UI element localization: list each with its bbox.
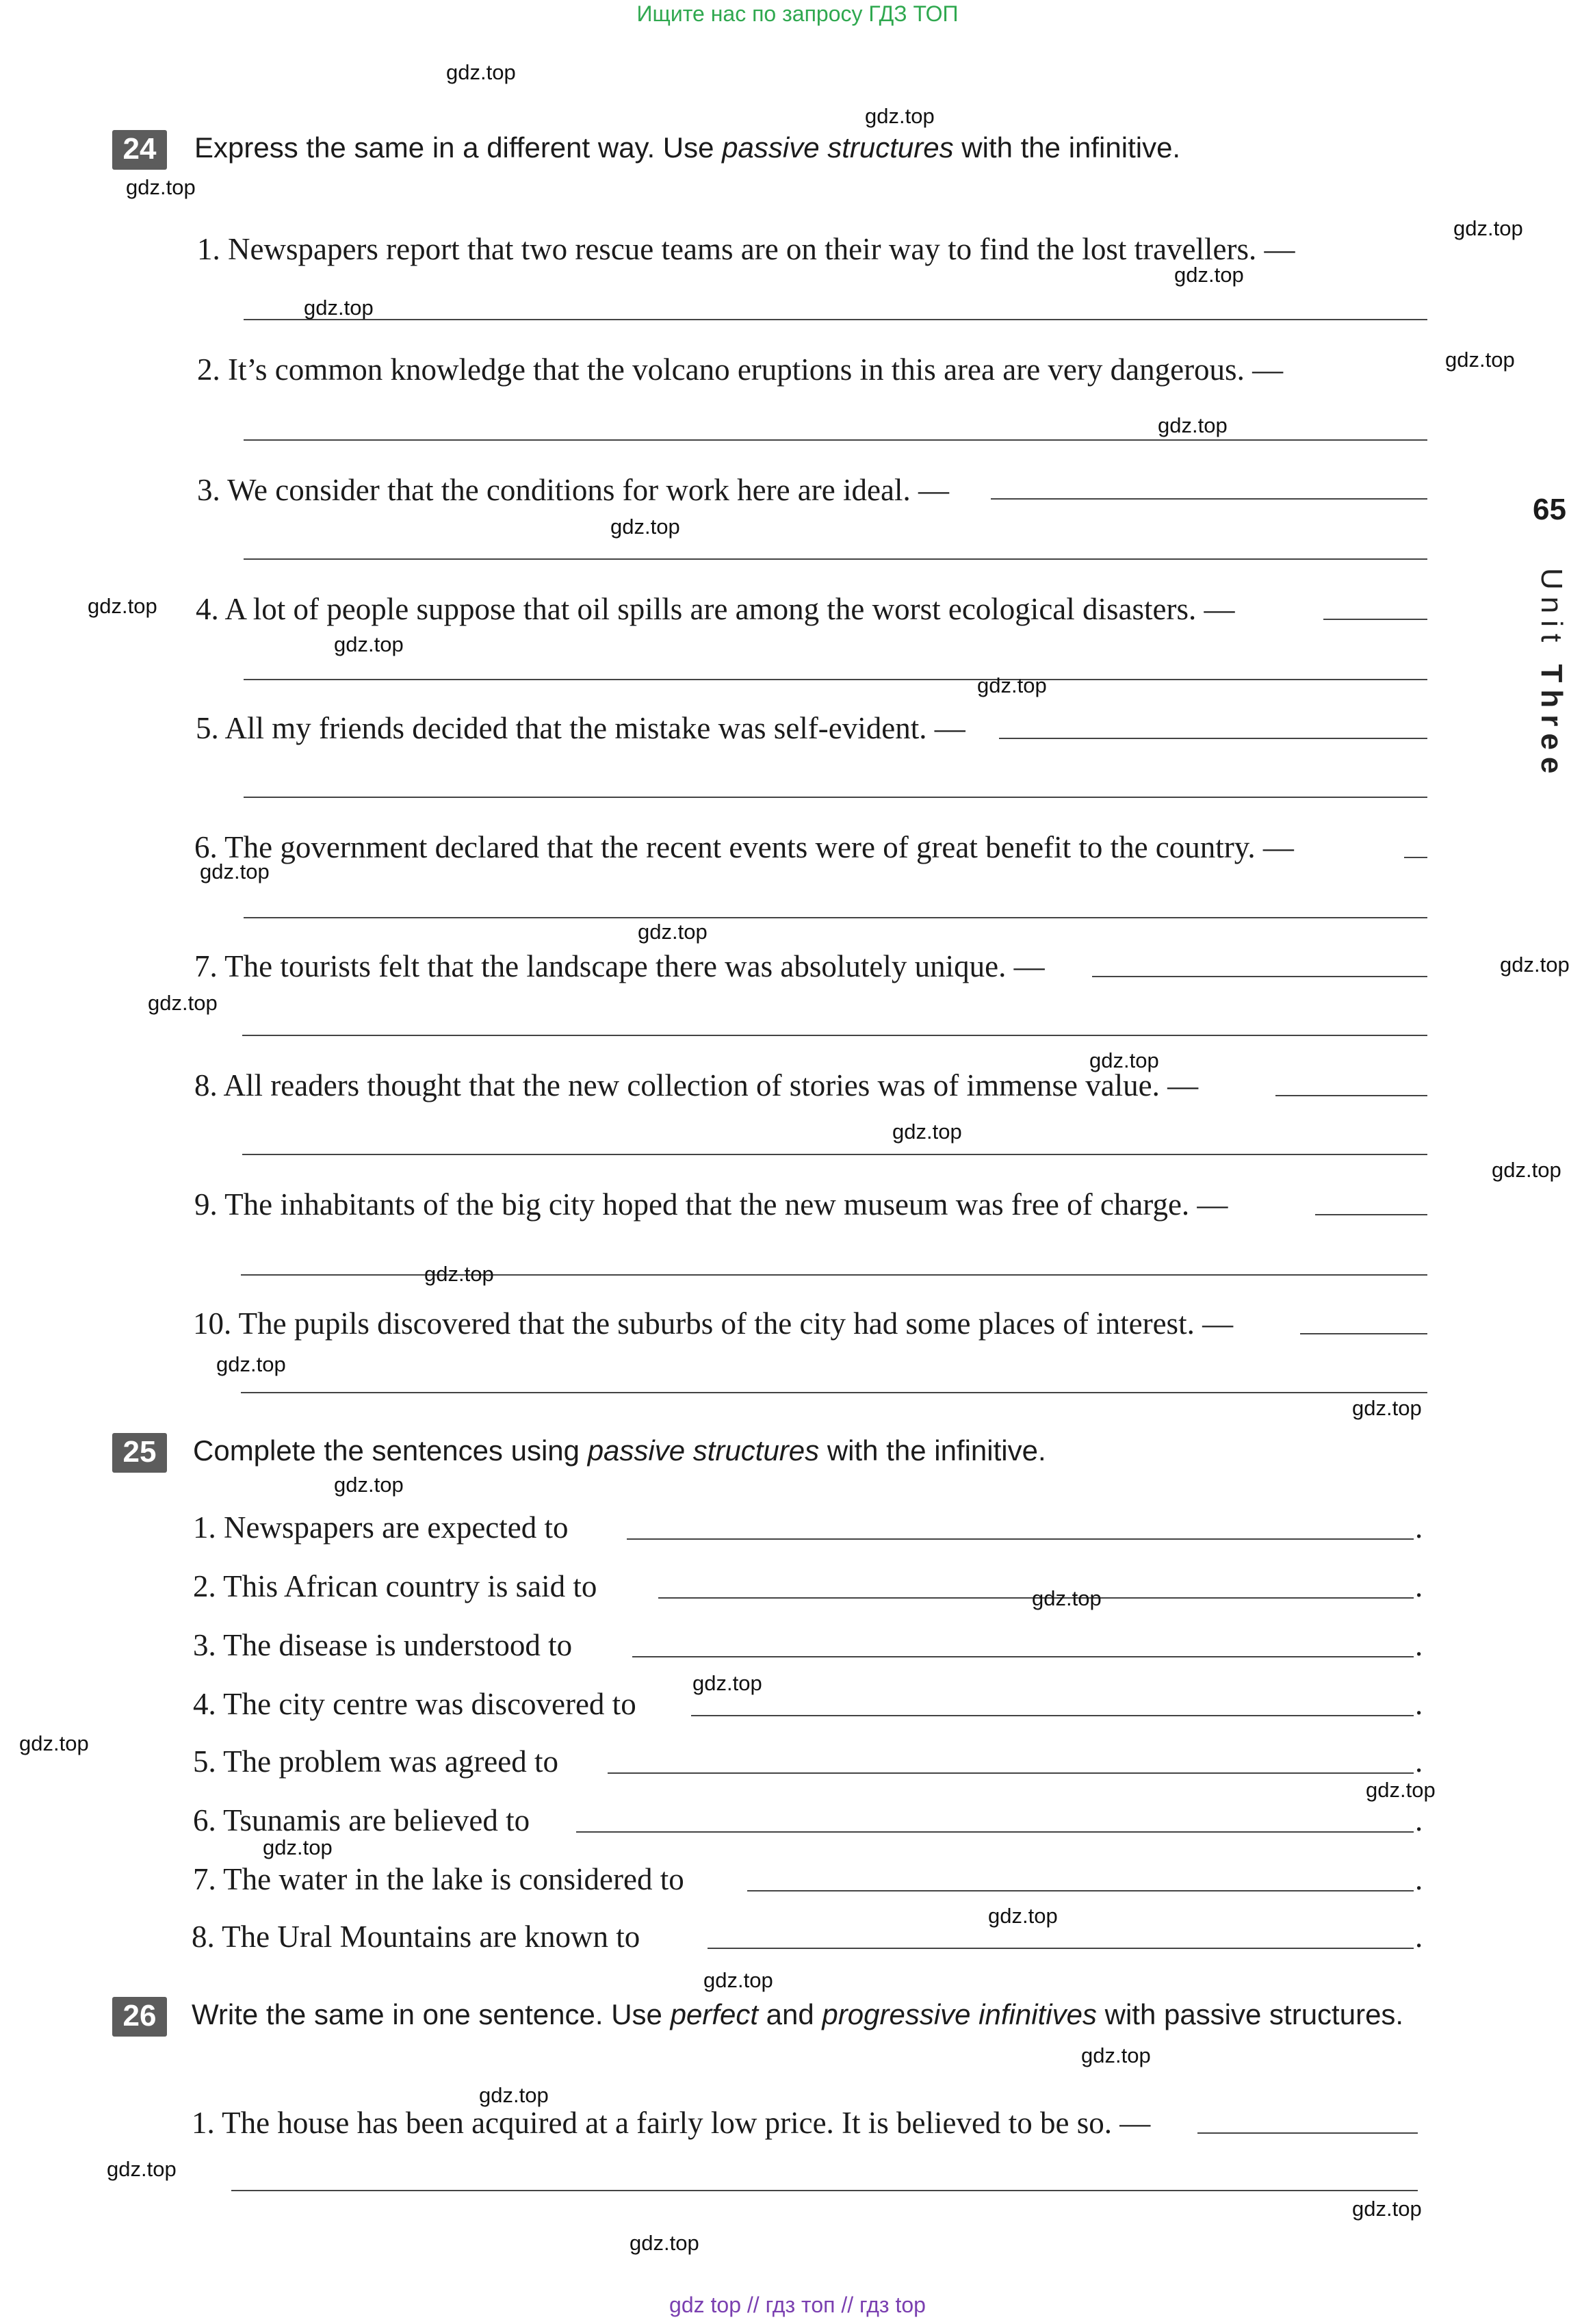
ex24-answer-line-10b[interactable] — [241, 1392, 1427, 1393]
watermark: gdz.top — [1032, 1586, 1102, 1610]
watermark: gdz.top — [1158, 413, 1228, 437]
ex24-answer-line-2[interactable] — [244, 439, 1427, 441]
ex25-end-4: . — [1415, 1687, 1423, 1721]
watermark: gdz.top — [1174, 263, 1244, 287]
watermark: gdz.top — [446, 60, 516, 84]
watermark: gdz.top — [1453, 216, 1523, 240]
ex25-item-5: 5. The problem was agreed to — [193, 1744, 559, 1779]
ex24-answer-line-7b[interactable] — [242, 1035, 1427, 1036]
exercise-26-instruction: Write the same in one sentence. Use perfect and progressive infinitives with passive structures. — [192, 1998, 1404, 2030]
ex25-answer-line-6[interactable] — [576, 1831, 1414, 1833]
unit-label: Unit Three — [1535, 568, 1568, 781]
ex24-answer-line-1[interactable] — [244, 319, 1427, 320]
watermark: gdz.top — [703, 1968, 773, 1992]
ex24-answer-line-5a[interactable] — [999, 738, 1427, 739]
watermark: gdz.top — [88, 594, 157, 618]
ex24-item-4: 4. A lot of people suppose that oil spills are among the worst ecological disasters. — — [196, 592, 1235, 626]
ex25-item-8: 8. The Ural Mountains are known to — [192, 1920, 640, 1954]
exercise-24-badge: 24 — [112, 130, 167, 170]
watermark: gdz.top — [263, 1835, 333, 1859]
ex25-answer-line-5[interactable] — [608, 1772, 1414, 1774]
watermark: gdz.top — [148, 991, 218, 1015]
ex25-answer-line-8[interactable] — [708, 1948, 1414, 1949]
ex24-answer-line-4a[interactable] — [1323, 619, 1427, 620]
ex24-answer-line-3b[interactable] — [244, 558, 1427, 560]
ex24-answer-line-9a[interactable] — [1315, 1214, 1427, 1215]
watermark: gdz.top — [216, 1352, 286, 1376]
watermark: gdz.top — [126, 175, 196, 199]
watermark: gdz.top — [638, 920, 708, 944]
ex24-item-9: 9. The inhabitants of the big city hoped that the new museum was free of charge. — — [194, 1187, 1228, 1222]
watermark: gdz.top — [334, 632, 404, 656]
ex24-item-6: 6. The government declared that the recent events were of great benefit to the country. — — [194, 830, 1294, 864]
ex25-end-2: . — [1415, 1569, 1423, 1603]
watermark: gdz.top — [630, 2231, 699, 2255]
watermark: gdz.top — [865, 104, 935, 128]
watermark: gdz.top — [892, 1120, 962, 1144]
page-number: 65 — [1533, 493, 1566, 526]
ex25-end-3: . — [1415, 1628, 1423, 1662]
ex24-answer-line-8b[interactable] — [242, 1154, 1427, 1155]
ex25-item-7: 7. The water in the lake is considered to — [193, 1862, 684, 1896]
ex25-item-6: 6. Tsunamis are believed to — [193, 1803, 530, 1837]
ex25-item-2: 2. This African country is said to — [193, 1569, 597, 1603]
ex26-item-1: 1. The house has been acquired at a fairly low price. It is believed to be so. — — [192, 2106, 1151, 2140]
watermark: gdz.top — [19, 1731, 89, 1755]
ex25-end-6: . — [1415, 1803, 1423, 1837]
watermark: gdz.top — [1081, 2043, 1151, 2067]
ex24-answer-line-9b[interactable] — [241, 1274, 1427, 1276]
watermark: gdz.top — [479, 2083, 549, 2107]
watermark: gdz.top — [610, 515, 680, 539]
watermark: gdz.top — [1500, 953, 1570, 977]
watermark: gdz.top — [1352, 1396, 1422, 1420]
watermark: gdz.top — [424, 1262, 494, 1286]
ex26-answer-line-1b[interactable] — [231, 2190, 1418, 2191]
ex25-end-8: . — [1415, 1920, 1423, 1954]
ex25-item-3: 3. The disease is understood to — [193, 1628, 573, 1662]
ex24-item-5: 5. All my friends decided that the mistake was self-evident. — — [196, 711, 965, 745]
watermark: gdz.top — [977, 673, 1047, 697]
ex25-end-5: . — [1415, 1744, 1423, 1779]
watermark: gdz.top — [200, 860, 270, 883]
ex24-item-2: 2. It’s common knowledge that the volcano eruptions in this area are very dangerous. — — [197, 352, 1284, 387]
ex24-answer-line-4b[interactable] — [244, 679, 1427, 680]
ex25-end-1: . — [1415, 1510, 1423, 1545]
ex24-answer-line-6b[interactable] — [244, 917, 1427, 918]
watermark: gdz.top — [304, 296, 374, 320]
ex25-answer-line-1[interactable] — [627, 1538, 1414, 1540]
watermark: gdz.top — [107, 2157, 177, 2181]
ex24-item-3: 3. We consider that the conditions for work here are ideal. — — [197, 473, 949, 507]
ex24-answer-line-5b[interactable] — [244, 797, 1427, 798]
exercise-24-instruction: Express the same in a different way. Use passive structures with the infinitive. — [194, 131, 1181, 164]
watermark: gdz.top — [1089, 1048, 1159, 1072]
ex24-answer-line-3a[interactable] — [991, 498, 1427, 500]
watermark: gdz.top — [334, 1473, 404, 1497]
ex25-answer-line-3[interactable] — [632, 1656, 1414, 1657]
exercise-25-instruction: Complete the sentences using passive structures with the infinitive. — [193, 1434, 1046, 1467]
bottom-banner[interactable]: gdz top // гдз топ // гдз top — [669, 2293, 926, 2317]
ex24-item-10: 10. The pupils discovered that the suburbs of the city had some places of interest. — — [193, 1306, 1234, 1341]
watermark: gdz.top — [988, 1904, 1058, 1928]
exercise-26-badge: 26 — [112, 1997, 167, 2037]
ex24-answer-line-10a[interactable] — [1300, 1333, 1427, 1334]
ex24-answer-line-7a[interactable] — [1092, 976, 1427, 977]
top-banner[interactable]: Ищите нас по запросу ГДЗ ТОП — [636, 1, 959, 26]
exercise-25-badge: 25 — [112, 1433, 167, 1473]
watermark: gdz.top — [692, 1671, 762, 1695]
ex24-item-8: 8. All readers thought that the new collection of stories was of immense value. — — [194, 1068, 1199, 1102]
ex25-item-1: 1. Newspapers are expected to — [193, 1510, 569, 1545]
ex24-answer-line-6a[interactable] — [1404, 857, 1427, 858]
ex25-item-4: 4. The city centre was discovered to — [193, 1687, 636, 1721]
watermark: gdz.top — [1492, 1158, 1561, 1182]
watermark: gdz.top — [1366, 1778, 1436, 1802]
ex25-answer-line-7[interactable] — [747, 1890, 1414, 1892]
ex25-end-7: . — [1415, 1862, 1423, 1896]
ex25-answer-line-4[interactable] — [691, 1715, 1414, 1716]
ex26-answer-line-1a[interactable] — [1197, 2132, 1418, 2134]
ex24-answer-line-8a[interactable] — [1275, 1095, 1427, 1096]
watermark: gdz.top — [1352, 2197, 1422, 2221]
ex24-item-1: 1. Newspapers report that two rescue teams are on their way to find the lost travellers. — — [197, 232, 1295, 266]
ex24-item-7: 7. The tourists felt that the landscape there was absolutely unique. — — [194, 949, 1045, 983]
watermark: gdz.top — [1445, 348, 1515, 372]
